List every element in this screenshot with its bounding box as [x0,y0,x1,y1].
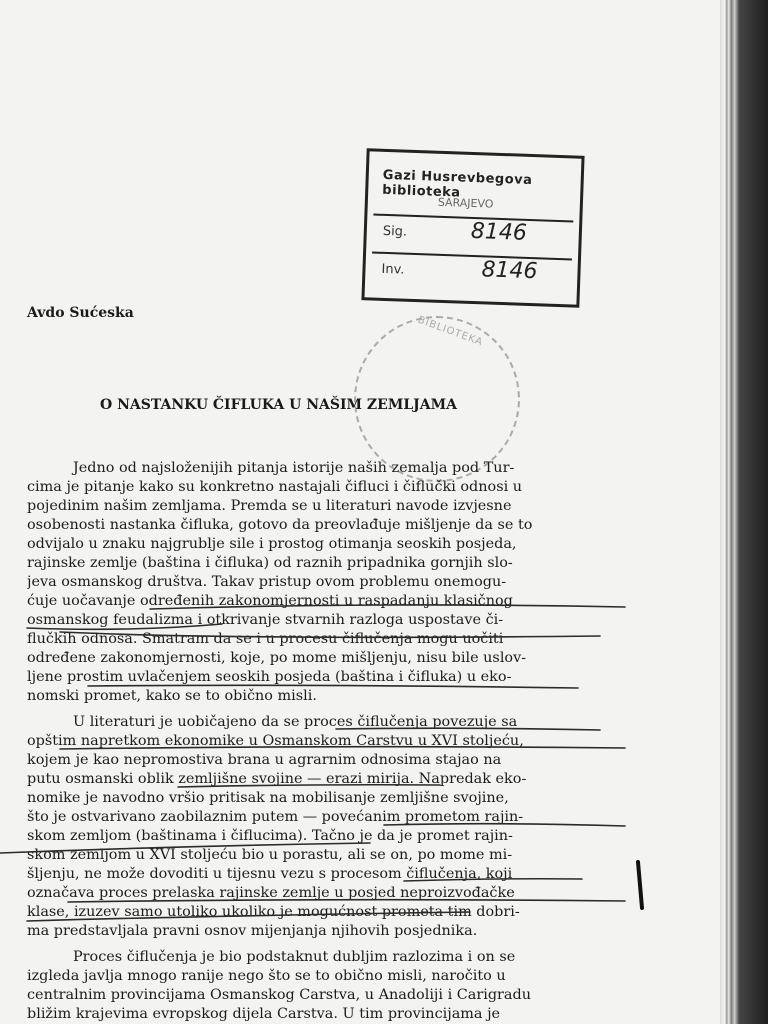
author-name: Avdo Sućeska [27,305,134,321]
text-line: označava proces prelaska rajinske zemlje u posjed neproizvođačke [27,885,515,901]
stamp-inv-value: 8146 [481,257,538,285]
text-line: jeva osmanskog društva. Takav pristup ovom problemu onemogu- [27,574,507,590]
text-line: ljene prostim uvlačenjem seoskih posjeda (baština i čifluka) u eko- [27,669,512,685]
text-line: cima je pitanje kako su konkretno nastajali čifluci i čiflučki odnosi u [27,479,523,495]
text-line: ćuje uočavanje određenih zakonomjernosti u raspadanju klasičnog [27,593,513,609]
margin-mark [638,862,642,908]
text-line: odvijalo u znaku najgrublje sile i prostog otimanja seoskih posjeda, [27,536,517,552]
stamp-divider [372,251,572,260]
text-line: U literaturi je uobičajeno da se proces čiflučenja povezuje sa [73,714,518,730]
article-title: O NASTANKU ČIFLUKA U NAŠIM ZEMLJAMA [100,397,458,413]
text-line: opštim napretkom ekonomike u Osmanskom Carstvu u XVI stoljeću, [27,733,524,749]
text-line: izgleda javlja mnogo ranije nego što se to obično misli, naročito u [27,968,506,984]
text-line: putu osmanski oblik zemljišne svojine — erazi mirija. Napredak eko- [27,771,527,787]
text-line: kojem je kao nepromostiva brana u agrarnim odnosima stajao na [27,752,502,768]
text-line: Proces čiflučenja je bio podstaknut dubljim razlozima i on se [73,949,516,965]
text-line: ma predstavljala pravni osnov mijenjanja njihovih posjednika. [27,923,478,939]
text-line: centralnim provincijama Osmanskog Carstva, u Anadoliji i Carigradu [27,987,531,1003]
book-page-edges [720,0,768,1024]
stamp-sig-label: Sig. [382,223,408,240]
stamp-sig-value: 8146 [470,218,528,246]
text-line: osobenosti nastanka čifluka, gotovo da preovlađuje mišljenje da se to [27,517,533,533]
stamp-library-name: Gazi Husrevbegova biblioteka [381,167,533,201]
text-line: nomski promet, kako se to obično misli. [27,688,317,704]
stamp-city: SARAJEVO [437,195,494,211]
text-line: flučkih odnosa. Smatram da se i u procesu čiflučenja mogu uočiti [27,631,504,647]
library-stamp [361,148,584,308]
text-line: skom zemljom (baštinama i čiflucima). Tačno je da je promet rajin- [27,828,513,844]
text-line: rajinske zemlje (baština i čifluka) od raznih pripadnika gornjih slo- [27,555,513,571]
stamp-inv-label: Inv. [381,261,405,278]
text-line: pojedinim našim zemljama. Premda se u literaturi navode izvjesne [27,498,512,514]
text-line: Jedno od najsloženijih pitanja istorije naših zemalja pod Tur- [73,460,515,476]
text-line: osmanskog feudalizma i otkrivanje stvarnih razloga uspostave či- [27,612,504,628]
text-line: skom zemljom u XVI stoljeću bio u porastu, ali se on, po mome mi- [27,847,513,863]
text-line: bližim krajevima evropskog dijela Carstva. U tim provincijama je [27,1006,501,1022]
text-line: što je ostvarivano zaobilaznim putem — povećanim prometom rajin- [27,809,524,825]
text-line: nomike je navodno vršio pritisak na mobilisanje zemljišne svojine, [27,790,509,806]
text-line: klase, izuzev samo utoliko ukoliko je mogućnost prometa tim dobri- [27,904,520,920]
text-line: određene zakonomjernosti, koje, po mome mišljenju, nisu bile uslov- [27,650,527,666]
text-line: šljenju, ne može dovoditi u tijesnu vezu s procesom čiflučenja, koji [27,866,513,882]
round-stamp-text: BIBLIOTEKA [416,314,485,349]
